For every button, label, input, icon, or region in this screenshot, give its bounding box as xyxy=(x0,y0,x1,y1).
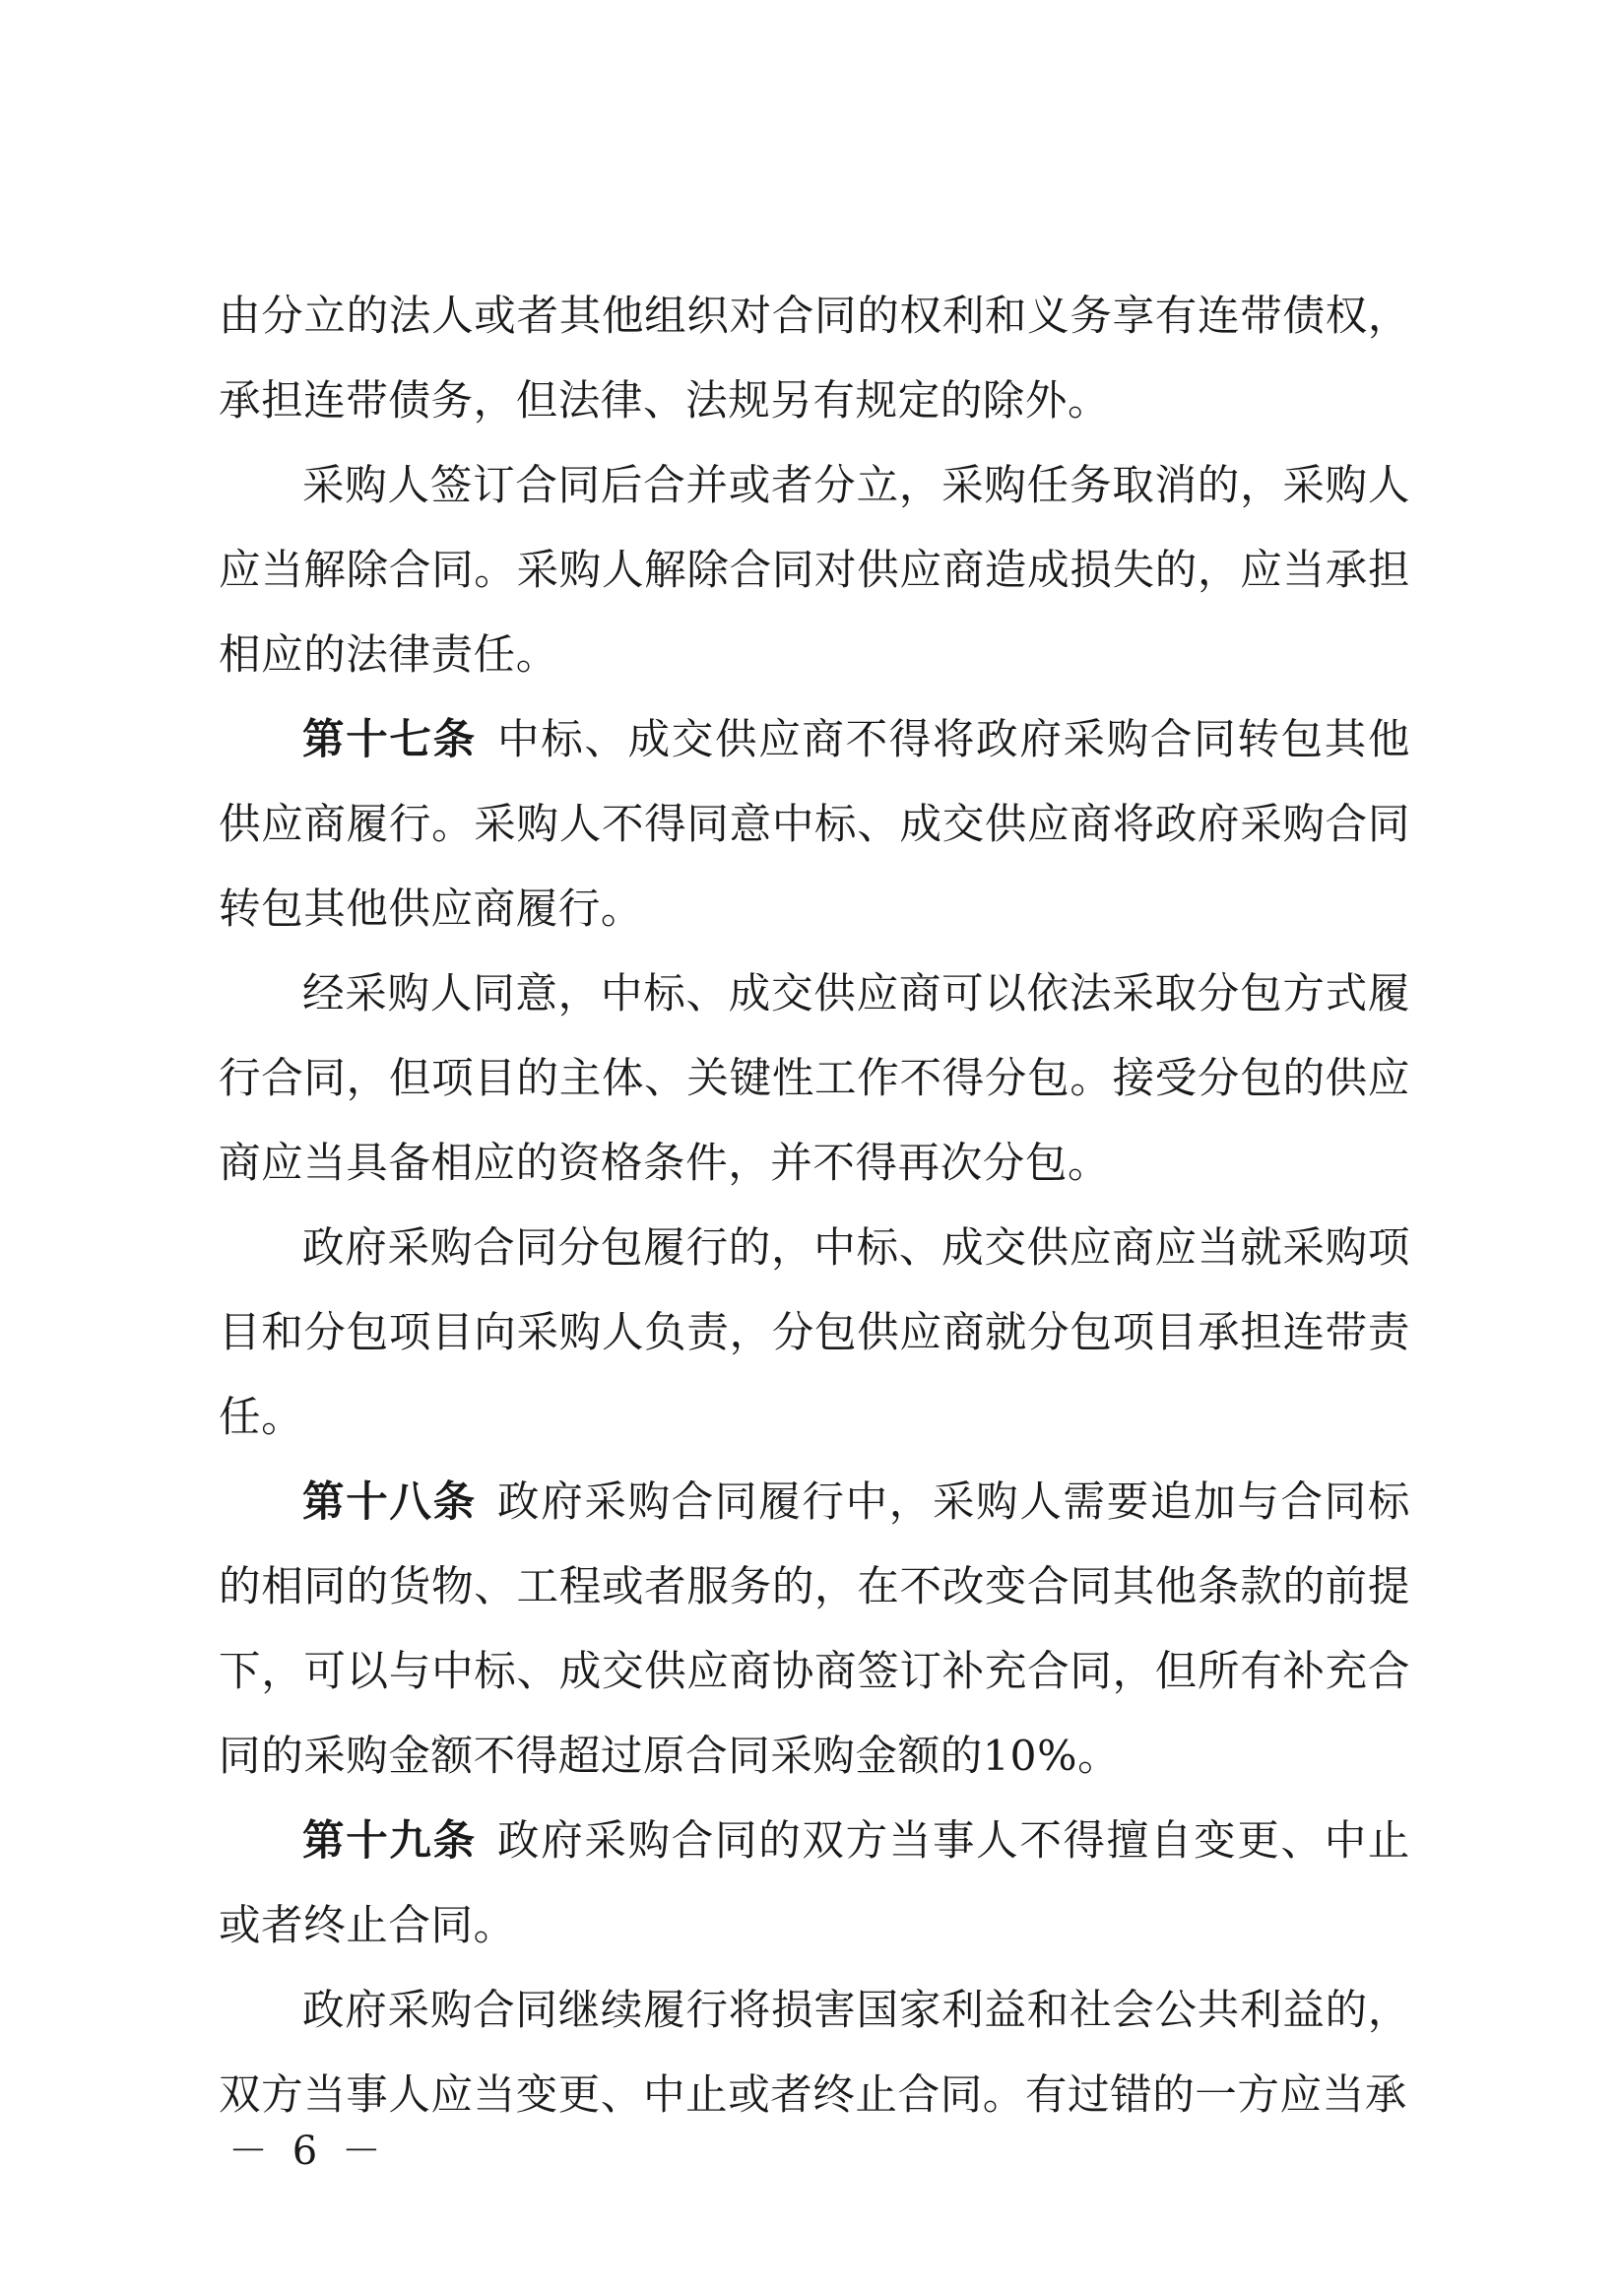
article-19 xyxy=(219,1800,1410,1969)
paragraph-2 xyxy=(219,444,1410,698)
paragraph-text: 政府采购合同继续履行将损害国家利益和社会公共利益的，双方当事人应当变更、中止或者终止合同。有过错的一方应当承 xyxy=(219,1987,1410,2120)
paragraph-text: 由分立的法人或者其他组织对合同的权利和义务享有连带债权，承担连带债务，但法律、法规另有规定的除外。 xyxy=(219,293,1410,426)
article-number: 第十八条 xyxy=(302,1478,477,1527)
paragraph-text: 采购人签订合同后合并或者分立，采购任务取消的，采购人应当解除合同。采购人解除合同对供应商造成损失的，应当承担相应的法律责任。 xyxy=(219,462,1410,680)
article-number: 第十七条 xyxy=(302,716,477,764)
paragraph-1 xyxy=(219,275,1410,444)
paragraph-4 xyxy=(219,952,1410,1207)
article-17 xyxy=(219,698,1410,952)
paragraph-text: 中标、成交供应商不得将政府采购合同转包其他供应商履行。采购人不得同意中标、成交供应商将政府采购合同转包其他供应商履行。 xyxy=(219,716,1410,934)
paragraph-text: 政府采购合同履行中，采购人需要追加与合同标的相同的货物、工程或者服务的，在不改变合同其他条款的前提下，可以与中标、成交供应商协商签订补充合同，但所有补充合同的采购金额不得超过原合同采购金额的10%。 xyxy=(219,1478,1410,1781)
paragraph-text: 经采购人同意，中标、成交供应商可以依法采取分包方式履行合同，但项目的主体、关键性工作不得分包。接受分包的供应商应当具备相应的资格条件，并不得再次分包。 xyxy=(219,970,1410,1188)
page-number: － 6 － xyxy=(228,2129,387,2174)
paragraph-5 xyxy=(219,1207,1410,1461)
paragraph-8 xyxy=(219,1969,1410,2138)
paragraph-text: 政府采购合同分包履行的，中标、成交供应商应当就采购项目和分包项目向采购人负责，分包供应商就分包项目承担连带责任。 xyxy=(219,1224,1410,1442)
body-text xyxy=(219,275,1410,2138)
article-number: 第十九条 xyxy=(302,1817,477,1866)
paragraph-text: 政府采购合同的双方当事人不得擅自变更、中止或者终止合同。 xyxy=(219,1817,1410,1950)
article-18 xyxy=(219,1461,1410,1800)
